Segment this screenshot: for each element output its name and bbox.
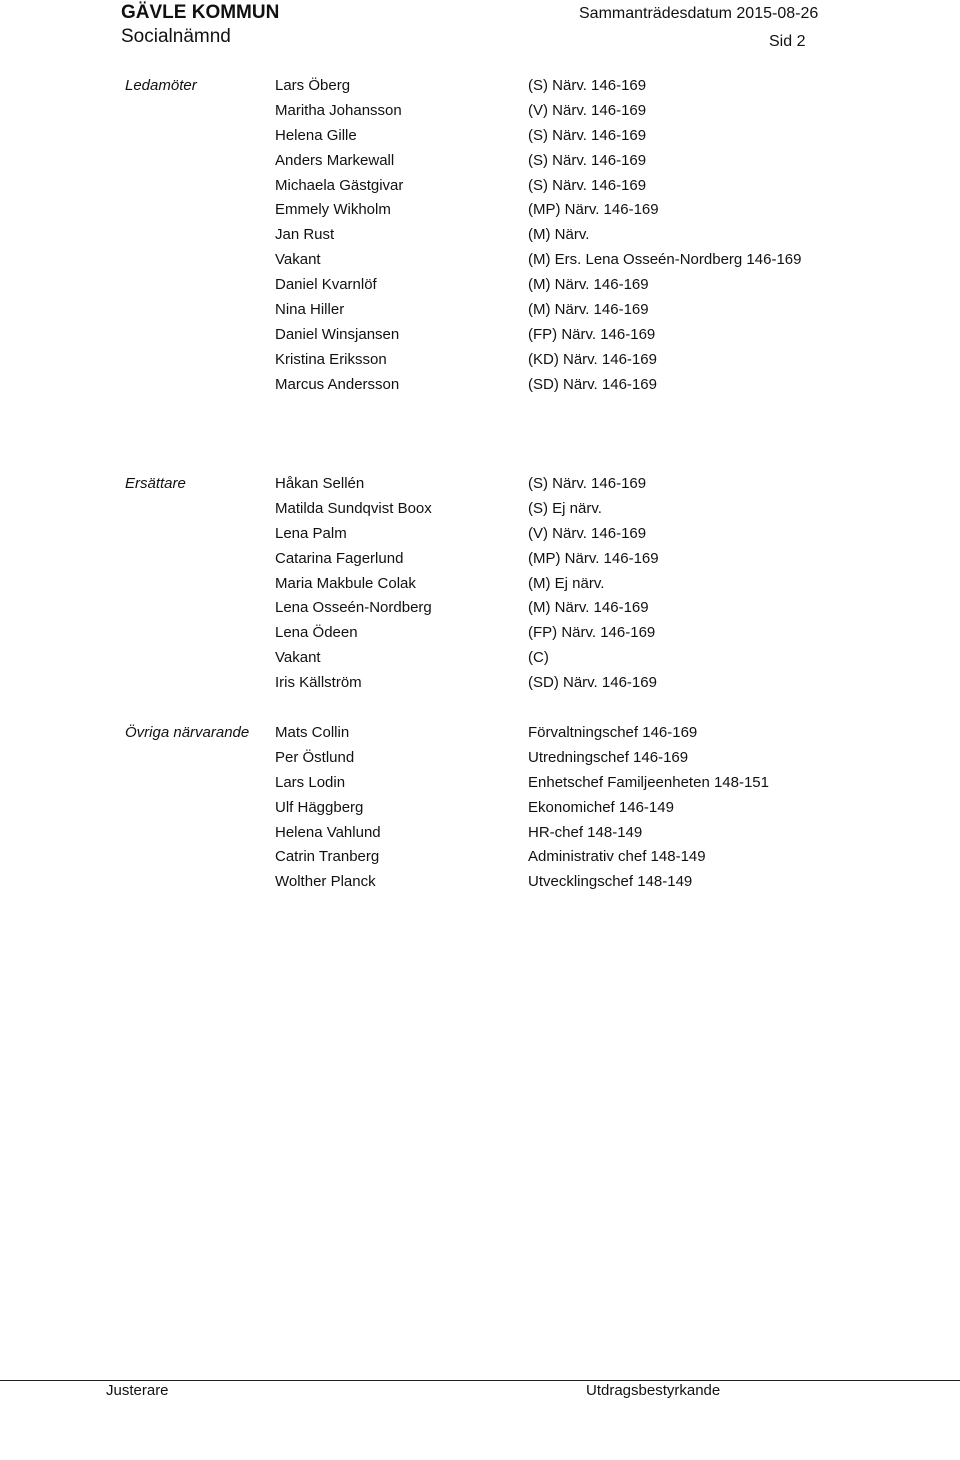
member-info: (MP) Närv. 146-169 xyxy=(528,201,659,219)
member-info: (M) Närv. 146-169 xyxy=(528,276,649,294)
ersattare-rows xyxy=(0,472,960,696)
attendee-row xyxy=(0,796,960,821)
attendee-info: HR-chef 148-149 xyxy=(528,823,643,841)
member-row xyxy=(0,149,960,174)
member-info: (S) Närv. 146-169 xyxy=(528,126,647,144)
member-row xyxy=(0,223,960,248)
substitute-name: Håkan Sellén xyxy=(275,475,365,492)
member-name: Emmely Wikholm xyxy=(275,201,391,219)
member-info: (V) Närv. 146-169 xyxy=(528,101,647,119)
ersattare-section xyxy=(0,472,960,696)
member-row xyxy=(0,273,960,298)
attendee-info: Enhetschef Familjeenheten 148-151 xyxy=(528,773,769,791)
member-name: Anders Markewall xyxy=(275,151,395,169)
attendee-name: Lars Lodin xyxy=(275,773,346,791)
substitute-name: Lena Osseén-Nordberg xyxy=(275,599,432,617)
ledamoter-section xyxy=(0,74,960,398)
substitute-row xyxy=(0,646,960,671)
ovriga-rows xyxy=(0,721,960,895)
attendee-row xyxy=(0,870,960,895)
member-info: (M) Närv. 146-169 xyxy=(528,301,649,319)
member-name: Nina Hiller xyxy=(275,301,345,319)
section-label: Övriga närvarande xyxy=(125,724,250,741)
ledamoter-rows xyxy=(0,74,960,398)
substitute-info: (MP) Närv. 146-169 xyxy=(528,549,659,567)
footer-justerare: Justerare xyxy=(106,1382,169,1399)
member-name: Kristina Eriksson xyxy=(275,350,387,368)
member-name: Helena Gille xyxy=(275,126,357,144)
member-name: Lars Öberg xyxy=(275,77,351,94)
member-row xyxy=(0,99,960,124)
attendee-info: Ekonomichef 146-149 xyxy=(528,798,674,816)
member-info: (S) Närv. 146-169 xyxy=(528,77,647,94)
attendee-info: Administrativ chef 148-149 xyxy=(528,848,706,866)
attendee-row xyxy=(0,746,960,771)
substitute-info: (M) Ej närv. xyxy=(528,574,605,592)
substitute-info: (FP) Närv. 146-169 xyxy=(528,624,656,642)
substitute-info: (C) xyxy=(528,649,549,667)
member-name: Vakant xyxy=(275,251,321,269)
department-name: Socialnämnd xyxy=(121,26,231,47)
member-info: (SD) Närv. 146-169 xyxy=(528,375,657,393)
substitute-name: Vakant xyxy=(275,649,321,667)
substitute-name: Maria Makbule Colak xyxy=(275,574,416,592)
member-row xyxy=(0,373,960,398)
substitute-name: Iris Källström xyxy=(275,674,362,692)
member-info: (S) Närv. 146-169 xyxy=(528,151,647,169)
member-row xyxy=(0,248,960,273)
substitute-info: (M) Närv. 146-169 xyxy=(528,599,649,617)
member-row xyxy=(0,198,960,223)
attendee-name: Catrin Tranberg xyxy=(275,848,380,866)
ovriga-section xyxy=(0,721,960,895)
substitute-info: (S) Ej närv. xyxy=(528,499,602,517)
member-row xyxy=(0,74,960,99)
member-info: (S) Närv. 146-169 xyxy=(528,176,647,194)
footer-utdragsbestyrkande: Utdragsbestyrkande xyxy=(586,1382,721,1399)
member-info: (KD) Närv. 146-169 xyxy=(528,350,657,368)
substitute-row xyxy=(0,572,960,597)
attendee-name: Ulf Häggberg xyxy=(275,798,364,816)
member-info: (FP) Närv. 146-169 xyxy=(528,325,656,343)
member-name: Marcus Andersson xyxy=(275,375,400,393)
member-name: Michaela Gästgivar xyxy=(275,176,404,194)
substitute-row xyxy=(0,522,960,547)
member-name: Jan Rust xyxy=(275,226,335,244)
substitute-name: Catarina Fagerlund xyxy=(275,549,404,567)
attendee-name: Helena Vahlund xyxy=(275,823,381,841)
substitute-row xyxy=(0,621,960,646)
member-row xyxy=(0,174,960,199)
section-label: Ledamöter xyxy=(125,77,197,94)
organization-name: GÄVLE KOMMUN xyxy=(121,2,280,23)
member-info: (M) Ers. Lena Osseén-Nordberg 146-169 xyxy=(528,251,802,269)
member-name: Daniel Winsjansen xyxy=(275,325,400,343)
attendee-row xyxy=(0,721,960,746)
substitute-row xyxy=(0,547,960,572)
member-row xyxy=(0,298,960,323)
member-name: Maritha Johansson xyxy=(275,101,402,119)
member-row xyxy=(0,323,960,348)
substitute-name: Lena Palm xyxy=(275,524,347,542)
page-number: Sid 2 xyxy=(769,33,806,50)
attendee-row xyxy=(0,771,960,796)
substitute-name: Matilda Sundqvist Boox xyxy=(275,499,432,517)
attendee-name: Mats Collin xyxy=(275,724,350,741)
attendee-name: Wolther Planck xyxy=(275,873,376,891)
section-label: Ersättare xyxy=(125,475,186,492)
substitute-row xyxy=(0,671,960,696)
attendee-name: Per Östlund xyxy=(275,748,355,766)
member-row xyxy=(0,348,960,373)
substitute-info: (SD) Närv. 146-169 xyxy=(528,674,657,692)
attendee-info: Förvaltningschef 146-169 xyxy=(528,724,698,741)
substitute-row xyxy=(0,472,960,497)
attendee-row xyxy=(0,845,960,870)
footer-divider xyxy=(0,1380,960,1381)
substitute-row xyxy=(0,596,960,621)
substitute-name: Lena Ödeen xyxy=(275,624,358,642)
attendee-row xyxy=(0,821,960,846)
member-row xyxy=(0,124,960,149)
member-info: (M) Närv. xyxy=(528,226,590,244)
substitute-info: (S) Närv. 146-169 xyxy=(528,475,647,492)
member-name: Daniel Kvarnlöf xyxy=(275,276,377,294)
substitute-row xyxy=(0,497,960,522)
attendee-info: Utredningschef 146-169 xyxy=(528,748,689,766)
meeting-date: Sammanträdesdatum 2015-08-26 xyxy=(579,5,819,22)
substitute-info: (V) Närv. 146-169 xyxy=(528,524,647,542)
attendee-info: Utvecklingschef 148-149 xyxy=(528,873,693,891)
